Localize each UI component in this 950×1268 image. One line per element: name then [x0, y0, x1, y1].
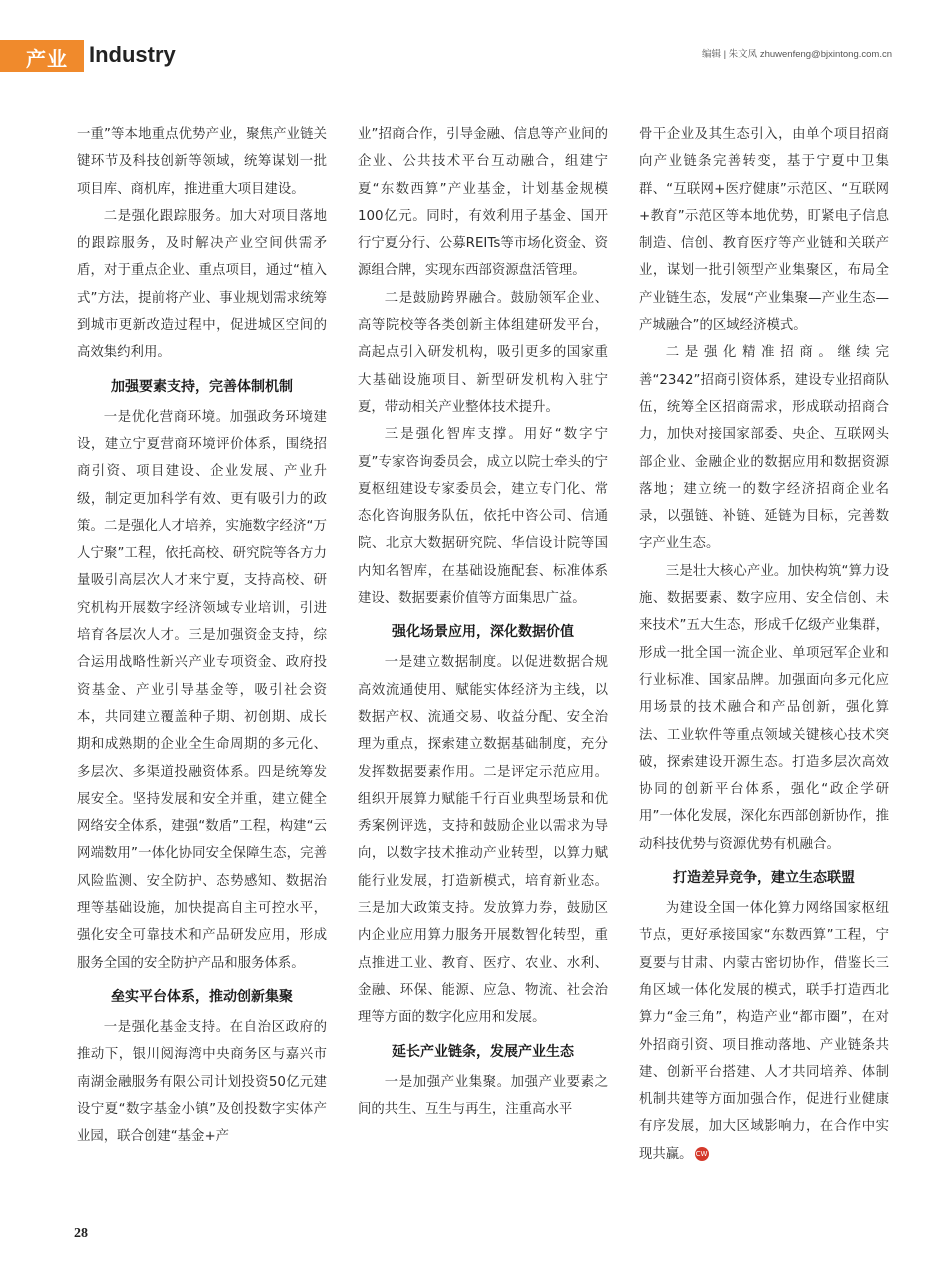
end-mark-icon: CW	[695, 1147, 709, 1161]
paragraph: 一是优化营商环境。加强政务环境建设，建立宁夏营商环境评价体系，围绕招商引资、项目建设、企业发展、产业升级，制定更加科学有效、更有吸引力的政策。二是强化人才培养，实施数字经济“万人宁聚”工程，依托高校、研究院等各方力量吸引高层次人才来宁夏，支持高校、研究机构开展数字经济领域专业培训，引进培育各层次人才。三是加强资金支持，综合运用战略性新兴产业专项资金、政府投资基金、产业引导基金等，吸引社会资本，共同建立覆盖种子期、初创期、成长期和成熟期的企业全生命周期的多元化、多层次、多渠道投融资体系。四是统筹发展安全。坚持发展和安全并重，建立健全网络安全体系，建强“数盾”工程，构建“云网端数用”一体化协同安全保障生态，完善风险监测、安全防护、态势感知、数据治理等基础设施，加快提高自主可控水平，强化安全可靠技术和产品研发应用，形成服务全国的安全防护产品和服务体系。	[77, 409, 327, 971]
paragraph-text: 为建设全国一体化算力网络国家枢纽节点，更好承接国家“东数西算”工程，宁夏要与甘肃、内蒙古密切协作，借鉴长三角区域一体化发展的模式，联手打造西北算力“金三角”，构造产业“都市圈”，在对外招商引资、项目推动落地、产业链条共建、创新平台搭建、人才共同培养、体制机制共建等方面加强合作，促进行业健康有序发展，加大区域影响力，在合作中实现共赢。	[639, 901, 889, 1162]
paragraph	[639, 895, 889, 1168]
section-heading: 强化场景应用，深化数据价值	[392, 624, 574, 641]
paragraph: 二是强化精准招商。继续完善“2342”招商引资体系，建设专业招商队伍，统筹全区招商需求，形成联动招商合力，加快对接国家部委、央企、互联网头部企业、金融企业的数据应用和数据资源落地；建立统一的数字经济招商企业名录，以强链、补链、延链为目标，完善数字产业生态。	[639, 345, 889, 552]
paragraph: 一是加强产业集聚。加强产业要素之间的共生、互生与再生，注重高水平	[358, 1074, 608, 1117]
section-tag	[0, 40, 84, 72]
column-3	[639, 121, 889, 1168]
paragraph: 一重”等本地重点优势产业，聚焦产业链关键环节及科技创新等领域，统筹谋划一批项目库、商机库，推进重大项目建设。	[77, 127, 327, 197]
section-heading: 垒实平台体系，推动创新集聚	[111, 988, 293, 1005]
column-1	[77, 121, 327, 1150]
section-heading: 延长产业链条，发展产业生态	[392, 1043, 574, 1060]
section-title-cn: 产业	[26, 47, 68, 71]
paragraph: 业”招商合作，引导金融、信息等产业间的企业、公共技术平台互动融合，组建宁夏“东数西算”产业基金，计划基金规模100亿元。同时，有效利用子基金、国开行宁夏分行、公募REITs等市场化资金、资源组合牌，实现东西部资源盘活管理。	[358, 127, 608, 279]
paragraph: 骨干企业及其生态引入，由单个项目招商向产业链条完善转变，基于宁夏中卫集群、“互联网+医疗健康”示范区、“互联网+教育”示范区等本地优势，盯紧电子信息制造、信创、教育医疗等产业链和关联产业，谋划一批引领型产业集聚区，布局全产业链生态，发展“产业集聚—产业生态—产城融合”的区域经济模式。	[639, 127, 889, 334]
editor-credit: 编辑 | 朱文凤 zhuwenfeng@bjxintong.com.cn	[701, 49, 892, 60]
paragraph: 二是鼓励跨界融合。鼓励领军企业、高等院校等各类创新主体组建研发平台，高起点引入研发机构，吸引更多的国家重大基础设施项目、新型研发机构入驻宁夏，带动相关产业整体技术提升。	[358, 290, 608, 415]
page-number: 28	[74, 1226, 88, 1241]
section-heading: 打造差异竞争，建立生态联盟	[673, 870, 855, 887]
paragraph: 一是强化基金支持。在自治区政府的推动下，银川阅海湾中央商务区与嘉兴市南湖金融服务有限公司计划投资50亿元建设宁夏“数字基金小镇”及创投数字实体产业园，联合创建“基金+产	[77, 1019, 327, 1145]
paragraph: 一是建立数据制度。以促进数据合规高效流通使用、赋能实体经济为主线，以数据产权、流通交易、收益分配、安全治理为重点，探索建立数据基础制度，充分发挥数据要素作用。二是评定示范应用。组织开展算力赋能千行百业典型场景和优秀案例评选，支持和鼓励企业以需求为导向，以数字技术推动产业转型，以算力赋能行业发展，打造新模式，培育新业态。三是加大政策支持。发放算力券，鼓励区内企业应用算力服务开展数智化转型，重点推进工业、教育、医疗、农业、水利、金融、环保、能源、应急、物流、社会治理等方面的数字化应用和发展。	[358, 655, 608, 1026]
paragraph: 三是强化智库支撑。用好“数字宁夏”专家咨询委员会，成立以院士牵头的宁夏枢纽建设专家委员会，建立专门化、常态化咨询服务队伍，依托中咨公司、信通院、北京大数据研究院、华信设计院等国内知名智库，在基础设施配套、标准体系建设、数据要素价值等方面集思广益。	[358, 427, 608, 607]
section-heading: 加强要素支持，完善体制机制	[111, 378, 293, 395]
paragraph: 三是壮大核心产业。加快构筑“算力设施、数据要素、数字应用、安全信创、未来技术”五大生态，形成千亿级产业集群，形成一批全国一流企业、单项冠军企业和行业标准、国家品牌。加强面向多元化应用场景的技术融合和产品创新，强化算法、工业软件等重点领域关键核心技术突破，探索建设开源生态。打造多层次高效协同的创新平台体系，强化“政企学研用”一体化发展，深化东西部创新协作，推动科技优势与资源优势有机融合。	[639, 563, 889, 852]
section-title-en: Industry	[89, 42, 176, 67]
column-2	[358, 121, 608, 1123]
paragraph: 二是强化跟踪服务。加大对项目落地的跟踪服务，及时解决产业空间供需矛盾，对于重点企业、重点项目，通过“植入式”方法，提前将产业、事业规划需求统筹到城市更新改造过程中，促进城区空间的高效集约利用。	[77, 208, 327, 361]
